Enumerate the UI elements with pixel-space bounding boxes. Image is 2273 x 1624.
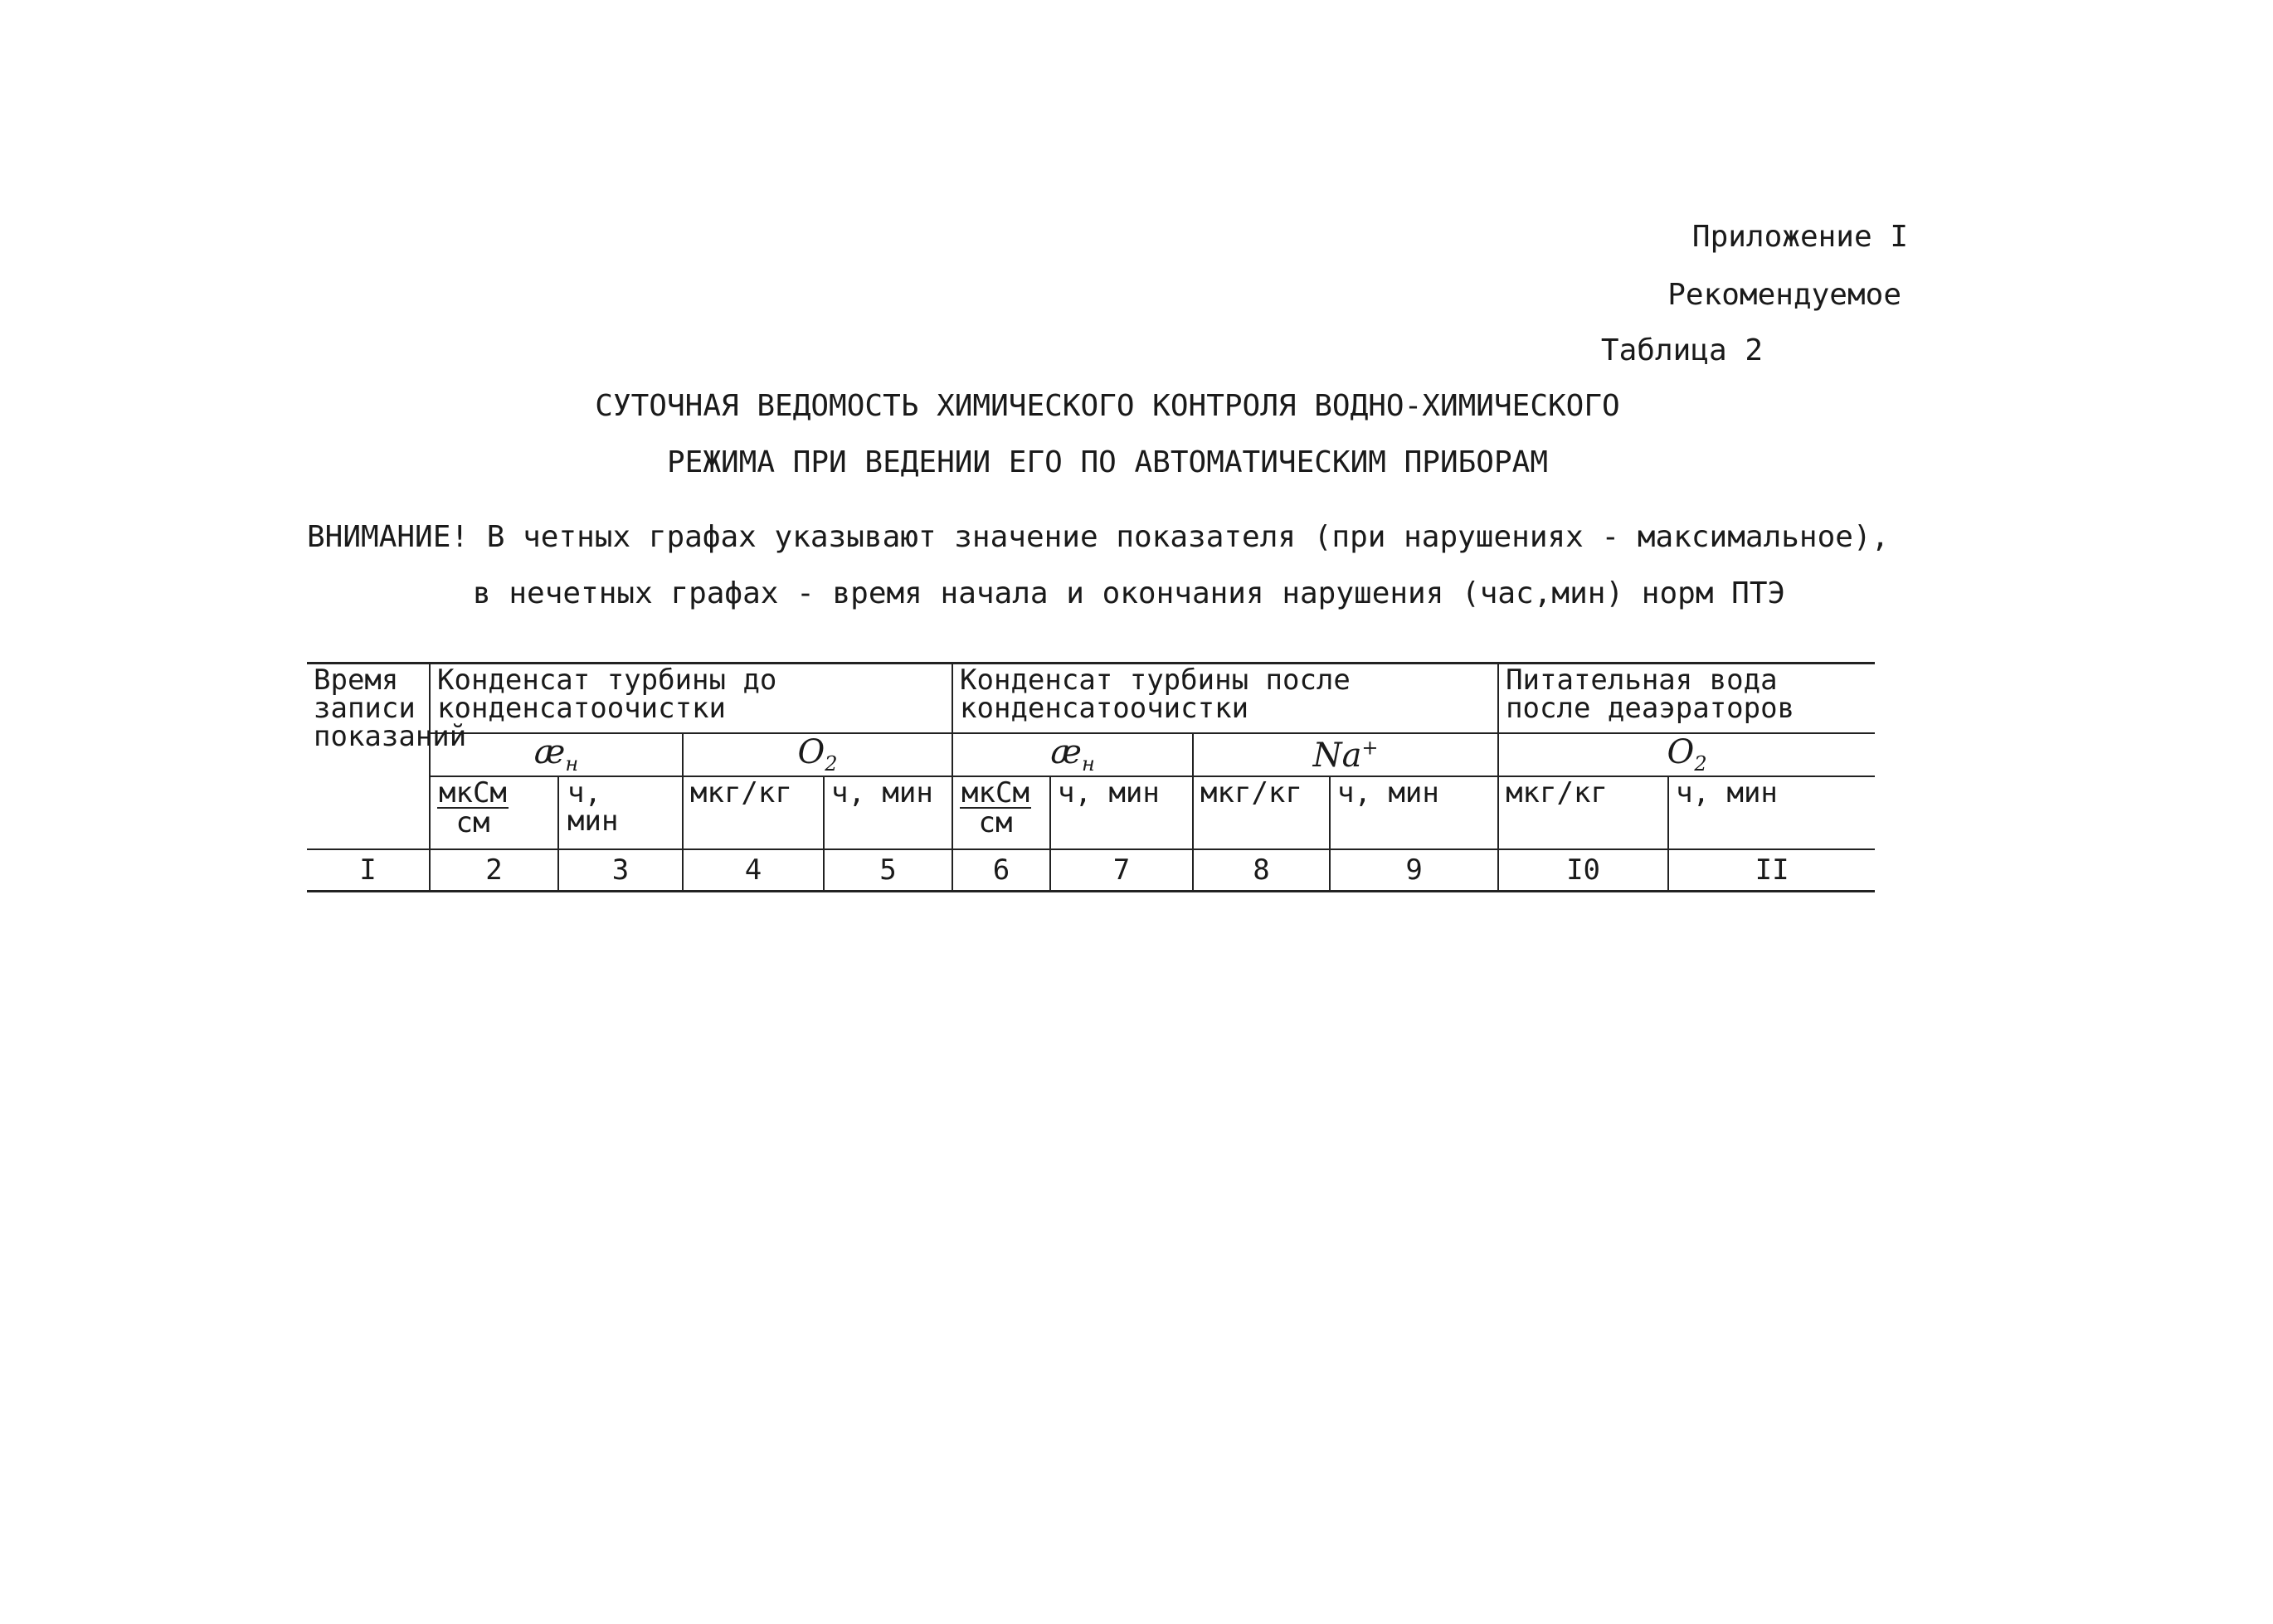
group-feed-water: Питательная вода после деаэраторов — [1498, 664, 1875, 734]
note-line-1: ВНИМАНИЕ! В четных графах указывают значение показателя (при нарушениях - максимальное), — [307, 520, 1890, 554]
unit-col-3: ч, мин — [558, 776, 683, 849]
document-title-line-2: РЕЖИМА ПРИ ВЕДЕНИИ ЕГО ПО АВТОМАТИЧЕСКИМ ПРИБОРАМ — [666, 445, 1549, 479]
group-condensate-before: Конденсат турбины до конденсатоочистки — [430, 664, 952, 734]
time-column-header: Время записи показаний — [307, 664, 430, 850]
table-param-row — [307, 733, 1875, 776]
report-table — [307, 662, 1875, 892]
col-number-7: 7 — [1050, 849, 1193, 892]
note-line-2: в нечетных графах - время начала и окончания нарушения (час,мин) норм ПТЭ — [473, 576, 1786, 610]
param-o2-before: $O_2$ — [683, 733, 952, 776]
group-condensate-after: Конденсат турбины после конденсатоочистки — [952, 664, 1498, 734]
col-number-2: 2 — [430, 849, 558, 892]
unit-col-10: мкг/кг — [1498, 776, 1668, 849]
col-number-9: 9 — [1330, 849, 1498, 892]
appendix-label: Приложение I — [1691, 220, 1908, 254]
unit-col-9: ч, мин — [1330, 776, 1498, 849]
col-number-1: I — [307, 849, 430, 892]
param-kappa-after: $æ_н$ — [952, 733, 1193, 776]
unit-col-6: $\frac{\text{мкСм}}{см}$ — [952, 776, 1050, 849]
unit-col-2: $\frac{\text{мкСм}}{см}$ — [430, 776, 558, 849]
table-column-numbers-row — [307, 849, 1875, 892]
document-title-line-1: СУТОЧНАЯ ВЕДОМОСТЬ ХИМИЧЕСКОГО КОНТРОЛЯ ВОДНО-ХИМИЧЕСКОГО — [595, 389, 1620, 423]
unit-col-8: мкг/кг — [1193, 776, 1330, 849]
unit-col-7: ч, мин — [1050, 776, 1193, 849]
unit-col-4: мкг/кг — [683, 776, 824, 849]
unit-col-11: ч, мин — [1668, 776, 1875, 849]
report-table-container — [307, 662, 1875, 892]
unit-col-5: ч, мин — [824, 776, 952, 849]
col-number-10: I0 — [1498, 849, 1668, 892]
table-number: Таблица 2 — [1600, 333, 1763, 367]
param-na-after: Na+ — [1193, 733, 1498, 776]
col-number-8: 8 — [1193, 849, 1330, 892]
col-number-3: 3 — [558, 849, 683, 892]
param-o2-feed: $O_2$ — [1498, 733, 1875, 776]
col-number-5: 5 — [824, 849, 952, 892]
table-header-row — [307, 664, 1875, 734]
param-kappa-before: $æ_н$ — [430, 733, 683, 776]
col-number-11: II — [1668, 849, 1875, 892]
col-number-4: 4 — [683, 849, 824, 892]
recommended-label: Рекомендуемое — [1667, 278, 1901, 312]
table-unit-row — [307, 776, 1875, 849]
col-number-6: 6 — [952, 849, 1050, 892]
